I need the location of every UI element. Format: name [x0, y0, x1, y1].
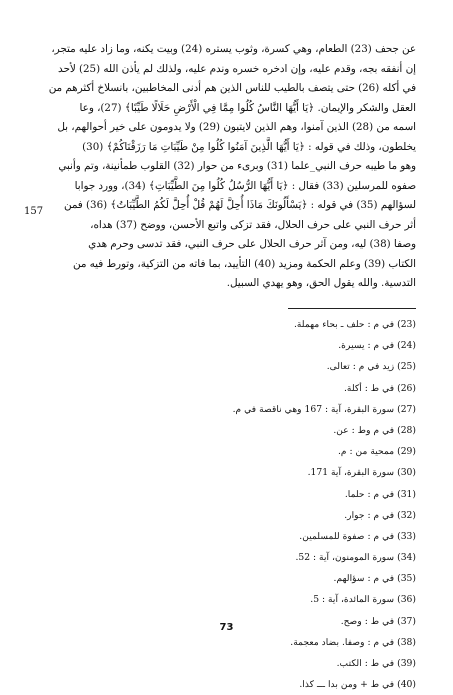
text-line: اسمه من (28) الذين آمنوا، وهم الذين لايتبون (29) ولا يدومون على خير أحوالهم، بل [57, 121, 416, 133]
text-line: صفوه للمرسلين (33) فقال : ﴿يَا أَيُّهَا الرُّسُلُ كُلُوا مِنَ الطَّيِّبَاتِ﴾ (34)، وورد جوابا [74, 179, 416, 192]
text-line: التدسية. والله يقول الحق، وهو يهدي السبيل. [226, 277, 416, 289]
text-line: وهو ما طيبه حرف النبي_علما (31) وبرىء من حوار (32) القلوب طمأنينة، وتم وأنبي [58, 160, 416, 172]
margin-reference-number: 157 [24, 206, 44, 217]
text-line: عن جحف (23) الطعام، وهي كسرة، وثوب يستره (24) وبيت يكنه، وما زاد عليه متجر، [51, 43, 416, 55]
footnote: (32) في م : جوار. [344, 509, 416, 521]
footnote: (30) سورة البقرة، آية 171. [307, 467, 416, 479]
footnote: (33) في م : صفوة للمسلمين. [299, 530, 416, 542]
footnote: (35) في م : سؤالهم. [333, 573, 416, 585]
footnote: (27) سورة البقرة، آية : 167 وهي ناقصة في م. [232, 403, 416, 415]
text-line: لسؤالهم (35) في قوله : ﴿يَسْأَلُونَكَ مَاذَا أُحِلَّ لَهُمْ قُلْ أُحِلَّ لَكُمُ الطَّيِّبَاتُ﴾ (36) فمن [64, 199, 416, 211]
footnote: (29) ممحية من : م. [337, 446, 416, 458]
footnote: (38) في م : وصفا. بضاد معجمة. [290, 636, 416, 648]
text-line: في أكله (26) حتى يتصف بالطيب للناس الذين هم أدنى المخاطبين، بانسلاخ أكثرهم من [48, 82, 416, 94]
footnote: (26) في ط : أكلة. [343, 382, 416, 394]
footnote: (24) في م : يسيرة. [338, 340, 416, 352]
footnote: (28) في م وط : عن. [333, 424, 416, 436]
main-text [44, 40, 416, 294]
text-line: أثر حرف النبي على حرف الحلال، فقد تزكى واتبع الأحسن، ووضح (37) هداه، [90, 218, 416, 231]
footnote: (37) في ط : وصح. [340, 615, 416, 627]
footnote: (23) في م : حلف ـ بحاء مهملة. [293, 319, 416, 330]
footnote: (25) زيد في م : تعالى. [326, 361, 416, 373]
text-line: وصفا (38) ليه، ومن آثر حرف الحلال على حرف النبي، فقد تدسى وحرم هدي [88, 238, 416, 250]
footnote: (34) سورة المومنون، آية : 52. [295, 552, 416, 564]
footnote: (31) في م : حلما. [344, 488, 416, 500]
footnotes-list [44, 314, 416, 695]
footnote-divider [288, 308, 416, 309]
text-line: يخلطون، وذلك في قوله : ﴿يَا أَيُّهَا الَّذِينَ آمَنُوا كُلُوا مِنْ طَيِّبَاتِ مَا رَزَقْنَاكُمْ﴾ (30) [82, 140, 416, 153]
footnote: (39) في ط : الكتب. [336, 658, 416, 669]
page-number: 73 [219, 622, 234, 633]
text-line: إن أنفقه بجه، وقدم عليه، وإن ادخره خسره وندم عليه، ولذلك لم يأذن الله (25) لأحد [58, 62, 416, 75]
text-line: العقل والشكر والإيمان. ﴿يَا أَيُّهَا النَّاسُ كُلُوا مِمَّا فِي الْأَرْضِ حَلَالًا طَيِّبًا﴾ (27)، وعا [79, 101, 416, 114]
footnote: (40) في ط + ومن بدا ـــ كذا. [299, 679, 416, 691]
text-line: الكتاب (39) وعلم الحكمة ومزيد (40) التأييد، بما فاته من التزكية، وتورط فيه من [73, 257, 416, 270]
footnote: (36) سورة المائدة، آية : 5. [310, 594, 416, 606]
